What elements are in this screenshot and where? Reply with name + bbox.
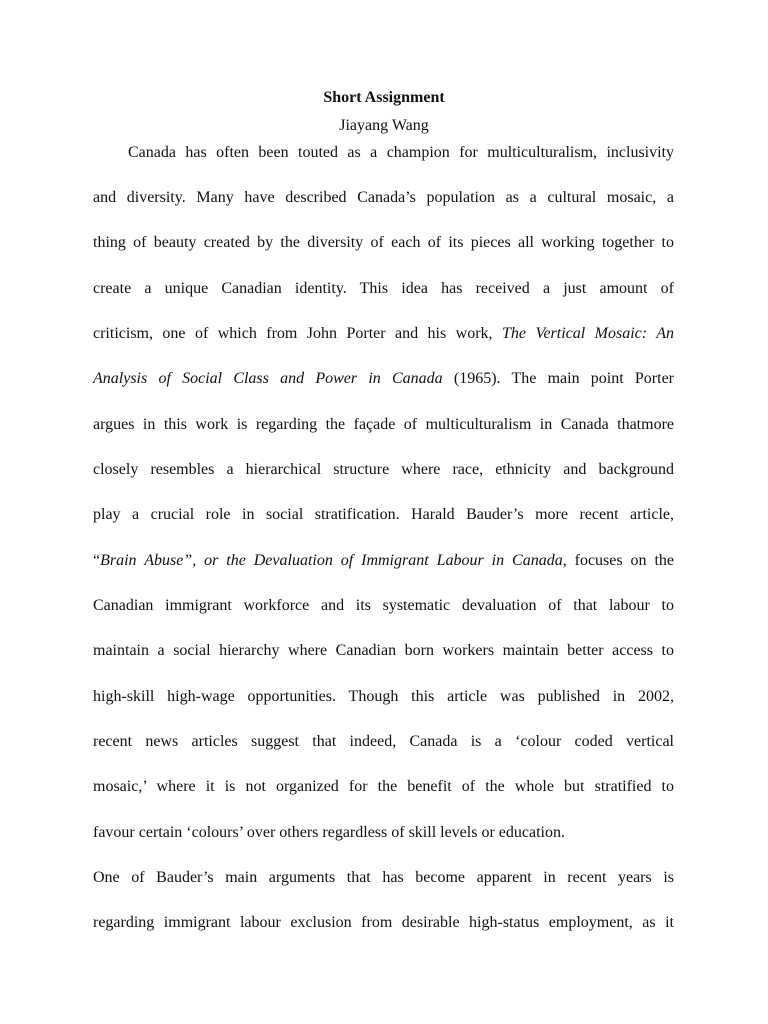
line-text: criticism, one of which from John Porter and his work, xyxy=(93,325,502,342)
line-text: thing of beauty created by the diversity of each of its pieces all working together to xyxy=(93,234,674,251)
line-text: create a unique Canadian identity. This idea has received a just amount of xyxy=(93,280,674,297)
book-title-italic: Analysis of Social Class and Power in Canada xyxy=(93,370,443,387)
line-text: regarding immigrant labour exclusion from desirable high-status employment, as it xyxy=(93,914,674,931)
document-author: Jiayang Wang xyxy=(339,117,429,134)
line-text: (1965). The main point Porter xyxy=(442,370,674,387)
body-line xyxy=(93,279,674,299)
body-line xyxy=(93,732,674,752)
body-line xyxy=(93,415,674,435)
body-line xyxy=(93,505,674,525)
line-text: play a crucial role in social stratification. Harald Bauder’s more recent article, xyxy=(93,506,674,523)
line-text: Canadian immigrant workforce and its systematic devaluation of that labour to xyxy=(93,597,674,614)
body-line xyxy=(93,324,674,344)
body-line xyxy=(93,823,674,843)
article-title-italic: Brain Abuse”, or the Devaluation of Immigrant Labour in Canada, xyxy=(100,552,567,569)
body-line xyxy=(128,143,674,163)
body-line xyxy=(93,913,674,933)
body-line xyxy=(93,596,674,616)
book-title-italic: The Vertical Mosaic: An xyxy=(502,325,674,342)
body-line xyxy=(93,551,674,571)
body-line xyxy=(93,233,674,253)
line-text: favour certain ‘colours’ over others regardless of skill levels or education. xyxy=(93,824,565,841)
line-text: focuses on the xyxy=(566,552,675,569)
line-text: One of Bauder’s main arguments that has become apparent in recent years is xyxy=(93,869,674,886)
line-text: maintain a social hierarchy where Canadian born workers maintain better access to xyxy=(93,642,674,659)
line-text: and diversity. Many have described Canada’s population as a cultural mosaic, a xyxy=(93,189,674,206)
body-line xyxy=(93,687,674,707)
line-text: argues in this work is regarding the façade of multiculturalism in Canada thatmore xyxy=(93,416,674,433)
document-title: Short Assignment xyxy=(323,89,445,106)
line-text: Canada has often been touted as a champion for multiculturalism, inclusivity xyxy=(128,144,674,161)
body-line xyxy=(93,188,674,208)
body-line xyxy=(93,777,674,797)
line-text: closely resembles a hierarchical structure where race, ethnicity and background xyxy=(93,461,674,478)
line-text: “ xyxy=(93,552,101,569)
body-line xyxy=(93,369,674,389)
line-text: high-skill high-wage opportunities. Though this article was published in 2002, xyxy=(93,688,674,705)
line-text: mosaic,’ where it is not organized for the benefit of the whole but stratified to xyxy=(93,778,674,795)
line-text: recent news articles suggest that indeed, Canada is a ‘colour coded vertical xyxy=(93,733,674,750)
body-line xyxy=(93,641,674,661)
body-line xyxy=(93,868,674,888)
body-line xyxy=(93,460,674,480)
